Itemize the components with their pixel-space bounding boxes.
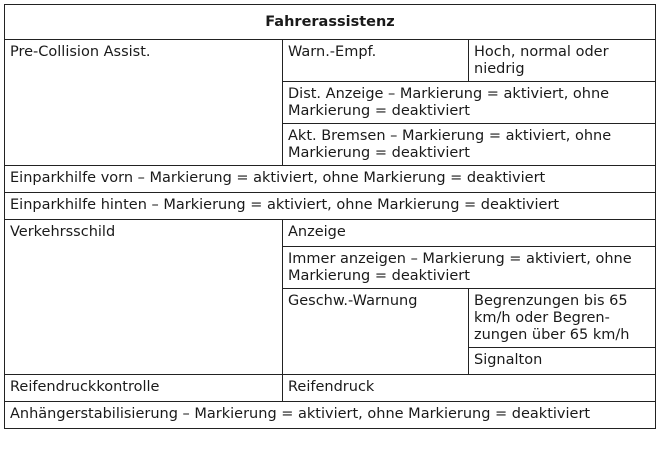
table-row: [5, 402, 656, 429]
table-row: [5, 375, 656, 402]
traffic-sign-display-cell: Anzeige: [283, 220, 656, 247]
table-row: [5, 40, 656, 82]
driver-assist-table: [4, 4, 656, 429]
table-header-row: [5, 5, 656, 40]
tire-pressure-value: Reifendruck: [283, 375, 656, 402]
park-rear-cell: Einparkhilfe hinten – Markierung = aktiviert, ohne Markierung = deaktiviert: [5, 193, 656, 220]
distance-display-cell: Dist. Anzeige – Markierung = aktiviert, ohne Markierung = deaktiviert: [283, 82, 656, 124]
trailer-stability-cell: Anhängerstabilisierung – Markierung = aktiviert, ohne Markierung = deaktiviert: [5, 402, 656, 429]
tire-pressure-label: Reifendruckkontrolle: [5, 375, 283, 402]
speed-warning-label: Geschw.-Warnung: [283, 289, 469, 375]
warn-sensitivity-label: Warn.-Empf.: [283, 40, 469, 82]
table-row: [5, 166, 656, 193]
pre-collision-label: Pre-Collision Assist.: [5, 40, 283, 166]
table-title: Fahrerassistenz: [5, 5, 656, 40]
always-display-cell: Immer anzeigen – Markierung = aktiviert, ohne Markierung = deaktiviert: [283, 247, 656, 289]
active-braking-cell: Akt. Bremsen – Markierung = aktiviert, ohne Markierung = deaktiviert: [283, 124, 656, 166]
table-row: [5, 193, 656, 220]
warn-sensitivity-value: Hoch, normal oder niedrig: [469, 40, 656, 82]
park-front-cell: Einparkhilfe vorn – Markierung = aktiviert, ohne Markierung = deaktiviert: [5, 166, 656, 193]
speed-limits-cell: Begrenzungen bis 65 km/h oder Begrenzungen über 65 km/h: [469, 289, 656, 348]
signal-tone-cell: Signalton: [469, 348, 656, 375]
settings-table-container: [4, 4, 655, 429]
table-row: [5, 220, 656, 247]
traffic-sign-label: Verkehrsschild: [5, 220, 283, 375]
